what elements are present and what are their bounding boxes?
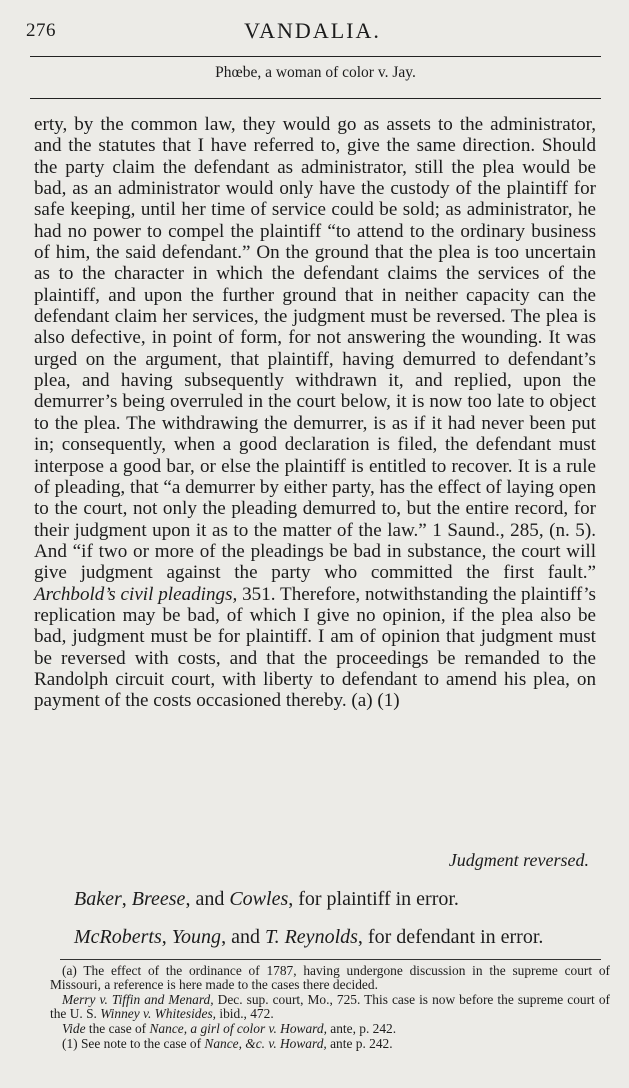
counsel-role: , for plaintiff in error. <box>288 888 459 910</box>
case-title: Phœbe, a woman of color v. Jay. <box>215 64 416 81</box>
header-rule-top <box>30 56 601 57</box>
footnote-1-prefix: (1) See note to the case of <box>62 1036 205 1051</box>
counsel-sep: , <box>121 888 132 910</box>
footnote-a-text: (a) The effect of the ordinance of 1787, having undergone discussion in the supreme court of Missouri, a reference is here made to the cases there decided. <box>50 963 610 992</box>
opinion-body: erty, by the common law, they would go as assets to the administrator, and the statutes that I have referred to, give the same direction. Should the party claim the defendant as administrator, still the plea would be bad, as an administrator would only have the custody of the plaintiff for safe keeping, until her time of service could be sold; as administrator, he had no power to compel the plaintiff “to attend to the ordinary business of him, the said defendant.” On the ground that the plea is too uncertain as to the character in which the defendant claims the services of the plaintiff, and upon the further ground that in neither capacity can the defendant claim her services, the judgment must be reversed. The plea is also defective, in point of form, for not answering the wounding. It was urged on the argument, that plaintiff, having demurred to defendant’s plea, and having subsequently withdrawn it, and replied, upon the demurrer’s being overruled in the court below, it is now too late to object to the plea. The withdrawing the demurrer, is as if it had never been put in; consequently, when a good declaration is filed, the defendant must interpose a good bar, or else the plaintiff is entitled to recover. It is a rule of pleading, that “a demurrer by either party, has the effect of laying open to the court, not only the pleading demurred to, but the entire record, for their judgment upon it as to the matter of the law.” 1 Saund., 285, (n. 5). And “if two or more of the pleadings be bad in substance, the court will give judgment against the party who committed the first fault.” <box>34 114 596 584</box>
header-rule-bottom <box>30 98 601 99</box>
counsel-sep: , <box>161 926 172 948</box>
counsel-defendant <box>74 926 543 949</box>
case-merry-rest: Dec. sup. court, Mo., 725. This case is now before the supreme court of the U. S. <box>50 992 610 1021</box>
case-winney: Winney v. Whitesides, <box>100 1006 217 1021</box>
verdict: Judgment reversed. <box>448 850 589 870</box>
footnote-vide <box>50 1022 610 1036</box>
vide-rest: ante, p. 242. <box>326 1021 397 1036</box>
opinion-body-end: 351. Therefore, notwithstanding the plaintiff’s replication may be bad, of which I give no opinion, if the plea also be bad, judgment must be for plaintiff. I am of opinion that judgment must be reversed with costs, and that the proceedings be remanded to the Randolph circuit court, with liberty to defendant to amend his plea, on payment of the costs occasioned thereby. (a) (1) <box>34 583 596 712</box>
counsel-sep: , and <box>221 926 265 948</box>
opinion-text <box>34 114 596 712</box>
counsel-name: McRoberts <box>74 926 162 948</box>
footnote-a <box>50 964 610 992</box>
counsel-name: T. Reynolds <box>264 926 358 948</box>
page-header <box>26 18 599 48</box>
counsel-role: , for defendant in error. <box>357 926 544 948</box>
counsel-sep: , and <box>185 888 230 910</box>
counsel-name: Baker <box>74 888 122 910</box>
footnote-a-cases <box>50 993 610 1021</box>
case-winney-rest: ibid., 472. <box>216 1006 274 1021</box>
counsel-plaintiff <box>74 888 459 911</box>
citation-archbold: Archbold’s civil pleadings, <box>34 583 238 605</box>
footnote-1 <box>50 1037 610 1051</box>
counsel-name: Young <box>171 926 222 948</box>
case-nance: Nance, a girl of color v. Howard, <box>149 1021 327 1036</box>
running-title: VANDALIA. <box>244 18 381 43</box>
page-number: 276 <box>26 20 56 41</box>
footnote-rule <box>60 959 601 960</box>
counsel-name: Cowles <box>229 888 289 910</box>
footnote-1-rest: ante p. 242. <box>326 1036 393 1051</box>
footnotes <box>50 964 610 1052</box>
vide-mid: the case of <box>85 1021 150 1036</box>
case-nance-short: Nance, &c. v. Howard, <box>204 1036 327 1051</box>
opinion-paragraph <box>34 114 596 712</box>
vide-word: Vide <box>62 1021 86 1036</box>
counsel-name: Breese <box>131 888 186 910</box>
case-merry: Merry v. Tiffin and Menard, <box>62 992 214 1007</box>
